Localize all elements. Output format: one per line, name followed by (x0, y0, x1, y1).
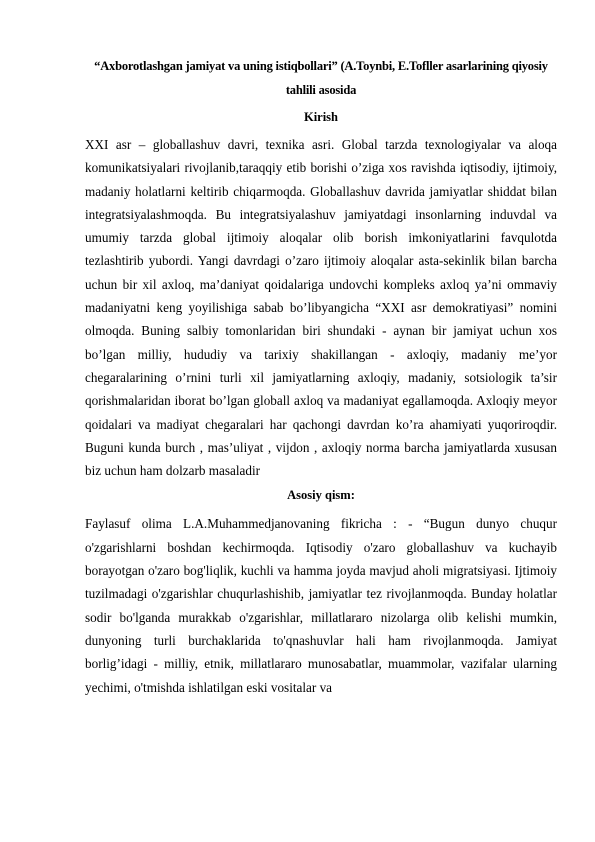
introduction-paragraph: XXI asr – globallashuv davri, texnika asri. Global tarzda texnologiyalar va aloqa komunikatsiyalari rivojlanib,taraqqiy etib borishi o’ziga xos ravishda iqtisodiy, ijtimoiy, madaniy holatlarni keltirib chiqarmoqda. Globallashuv davrida jamiyatlar shiddat bilan integratsiyalashmoqda. Bu integratsiyalashuv jamiyatdagi insonlarning induvdal va umumiy tarzda global ijtimoiy aloqalar olib borish imkoniyatlarini favqulotda tezlashtirib yubordi. Yangi davrdagi o’zaro ijtimoiy aloqalar asta-sekinlik bilan barcha uchun bir xil axloq, ma’daniyat qoidalariga undovchi kompleks axloq ya’ni ommaviy madaniyatni keng yoyilishiga sabab bo’libyangicha “XXI asr demokratiyasi” nomini olmoqda. Buning salbiy tomonlaridan biri shundaki - aynan bir jamiyat uchun xos bo’lgan milliy, hududiy va tarixiy shakillangan - axloqiy, madaniy me’yor chegaralarining o’rnini turli xil jamiyatlarning axloqiy, madaniy, sotsiologik ta’sir qorishmalaridan iborat bo’lgan globall axloq va madaniyat egallamoqda. Axloqiy meyor qoidalari va madiyat chegaralari har qachongi davrdan ko’ra ahamiyati yuqoriroqdir. Buguni kunda burch , mas’uliyat , vijdon , axloqiy norma barcha jamiyatlarda xususan biz uchun ham dolzarb masaladir (85, 137, 557, 479)
main-part-paragraph: Faylasuf olima L.A.Muhammedjanovaning fikricha : - “Bugun dunyo chuqur o'zgarishlarni boshdan kechirmoqda. Iqtisodiy o'zaro globallashuv va kuchayib borayotgan o'zaro bog'liqlik, kuchli va hamma joyda mavjud aholi migratsiyasi. Ijtimoiy tuzilmadagi o'zgarishlar chuqurlashishib, jamiyatlar tez rivojlanmoqda. Bunday holatlar sodir bo'lganda murakkab o'zgarishlar, millatlararo nizolarga olib kelishi mumkin, dunyoning turli burchaklarida to'qnashuvlar hali ham rivojlanmoqda. Jamiyat borlig’idagi - milliy, etnik, millatlararo munosabatlar, muammolar, vazifalar ularning yechimi, o'tmishda ishlatilgan eski vositalar va (85, 516, 557, 695)
section-heading-introduction: Kirish (303, 110, 339, 124)
document-page (85, 54, 557, 699)
section-heading-main-part: Asosiy qism: (287, 488, 355, 503)
document-title: “Axborotlashgan jamiyat va uning istiqbollari” (A.Toynbi, E.Tofller asarlarining qiyosiy tahlili asosida (94, 59, 548, 97)
